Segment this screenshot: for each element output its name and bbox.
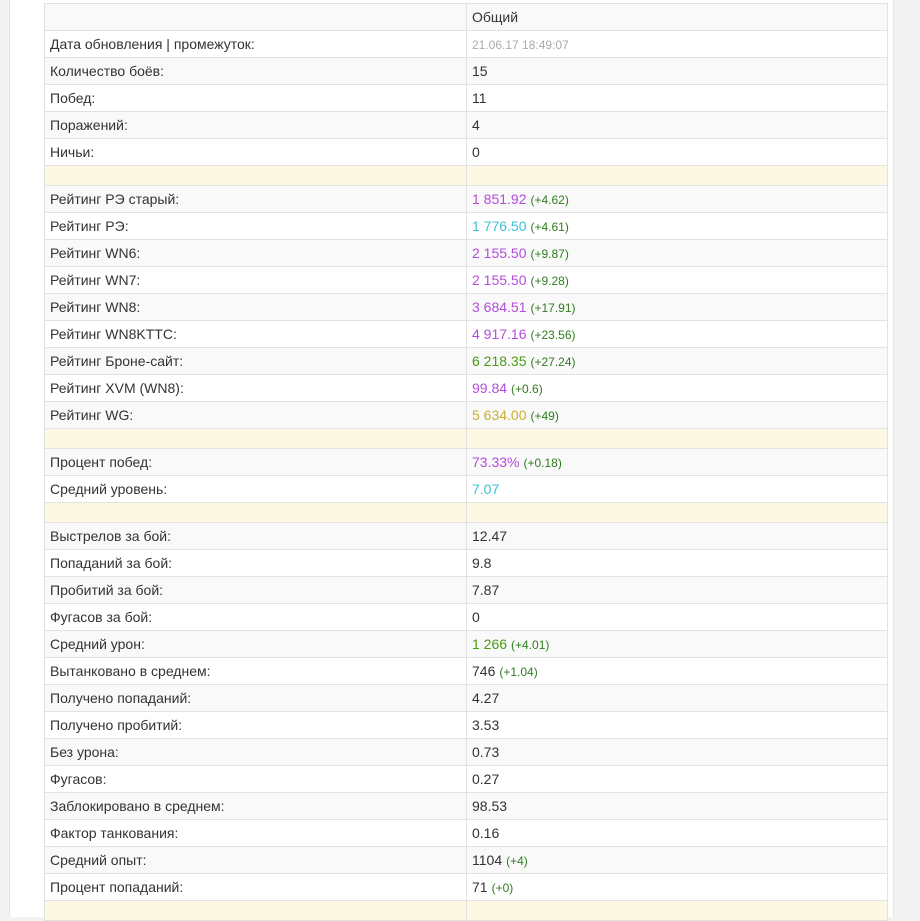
row-value: 0.73 [467,739,888,766]
row-label: Рейтинг WN8: [45,294,467,321]
table-row [45,375,888,402]
table-row [45,874,888,901]
row-label: Рейтинг WN8KTTC: [45,321,467,348]
row-value [467,267,888,294]
row-label: Рейтинг WN7: [45,267,467,294]
row-label: Рейтинг WN6: [45,240,467,267]
row-value: 3.53 [467,712,888,739]
table-row [45,267,888,294]
row-value [467,402,888,429]
table-row [45,139,888,166]
row-label: Побед: [45,85,467,112]
rating-value: 1 851.92 [472,191,527,207]
tanked-value: 746 [472,663,496,679]
row-value [467,31,888,58]
row-value [467,186,888,213]
row-label: Средний опыт: [45,847,467,874]
row-label: Рейтинг WG: [45,402,467,429]
table-row [45,631,888,658]
row-label: Средний урон: [45,631,467,658]
row-value [467,658,888,685]
row-label: Средний уровень: [45,476,467,503]
rating-delta: (+4.62) [530,193,569,207]
row-value [467,874,888,901]
header-empty-cell [45,4,467,31]
row-label: Процент побед: [45,449,467,476]
row-label: Фактор танкования: [45,820,467,847]
row-label: Рейтинг XVM (WN8): [45,375,467,402]
table-row [45,112,888,139]
table-row [45,820,888,847]
row-label: Ничьи: [45,139,467,166]
table-row [45,658,888,685]
rating-delta: (+9.28) [530,274,569,288]
rating-value: 6 218.35 [472,353,527,369]
table-row [45,476,888,503]
section-separator [45,166,888,186]
row-label: Рейтинг Броне-сайт: [45,348,467,375]
row-label: Заблокировано в среднем: [45,793,467,820]
table-row [45,213,888,240]
rating-value: 3 684.51 [472,299,527,315]
row-label: Вытанковано в среднем: [45,658,467,685]
win-rate-delta: (+0.18) [523,456,562,470]
rating-value: 2 155.50 [472,272,527,288]
row-value [467,294,888,321]
row-value [467,213,888,240]
table-row [45,847,888,874]
table-row [45,712,888,739]
row-label: Количество боёв: [45,58,467,85]
section-separator [45,901,888,921]
rating-delta: (+4.61) [530,220,569,234]
row-value [467,348,888,375]
rating-delta: (+23.56) [530,328,576,342]
rating-value: 4 917.16 [472,326,527,342]
hit-rate-delta: (+0) [491,881,514,895]
table-row [45,31,888,58]
table-row [45,85,888,112]
row-label: Рейтинг РЭ: [45,213,467,240]
row-value: 0 [467,604,888,631]
table-header-row [45,4,888,31]
row-value: 98.53 [467,793,888,820]
table-row [45,240,888,267]
column-header-general: Общий [467,4,888,31]
rating-value: 1 776.50 [472,218,527,234]
rating-delta: (+27.24) [530,355,576,369]
avg-tier-value: 7.07 [472,481,500,497]
row-value [467,375,888,402]
table-row [45,321,888,348]
row-label: Выстрелов за бой: [45,523,467,550]
row-label: Поражений: [45,112,467,139]
table-row [45,739,888,766]
rating-value: 2 155.50 [472,245,527,261]
rating-delta: (+0.6) [511,382,543,396]
update-date: 21.06.17 18:49:07 [472,38,569,52]
table-row [45,604,888,631]
table-row [45,402,888,429]
row-value: 12.47 [467,523,888,550]
row-label: Рейтинг РЭ старый: [45,186,467,213]
row-label: Без урона: [45,739,467,766]
table-row [45,348,888,375]
row-value: 4 [467,112,888,139]
tanked-delta: (+1.04) [499,665,538,679]
row-value [467,847,888,874]
row-value: 0.27 [467,766,888,793]
section-separator [45,503,888,523]
table-row [45,294,888,321]
row-value: 0 [467,139,888,166]
row-label: Пробитий за бой: [45,577,467,604]
rating-delta: (+49) [530,409,559,423]
row-value [467,240,888,267]
rating-value: 5 634.00 [472,407,527,423]
avg-damage-value: 1 266 [472,636,508,652]
table-row [45,58,888,85]
rating-value: 99.84 [472,380,508,396]
row-value [467,631,888,658]
row-label: Дата обновления | промежуток: [45,31,467,58]
table-row [45,766,888,793]
table-row [45,550,888,577]
row-value [467,476,888,503]
rating-delta: (+9.87) [530,247,569,261]
win-rate-value: 73.33% [472,454,520,470]
row-value: 9.8 [467,550,888,577]
row-value: 7.87 [467,577,888,604]
row-value: 11 [467,85,888,112]
table-row [45,186,888,213]
row-value: 4.27 [467,685,888,712]
table-row [45,577,888,604]
table-row [45,793,888,820]
row-label: Процент попаданий: [45,874,467,901]
table-row [45,449,888,476]
row-label: Получено пробитий: [45,712,467,739]
avg-damage-delta: (+4.01) [511,638,550,652]
row-label: Получено попаданий: [45,685,467,712]
row-label: Фугасов: [45,766,467,793]
avg-xp-value: 1104 [472,852,503,868]
row-value: 15 [467,58,888,85]
row-value [467,321,888,348]
row-label: Фугасов за бой: [45,604,467,631]
stats-table [44,3,888,921]
avg-xp-delta: (+4) [506,854,528,868]
hit-rate-value: 71 [472,879,488,895]
row-value: 0.16 [467,820,888,847]
section-separator [45,429,888,449]
table-row [45,685,888,712]
rating-delta: (+17.91) [530,301,576,315]
stats-panel [9,0,894,917]
row-label: Попаданий за бой: [45,550,467,577]
row-value [467,449,888,476]
table-row [45,523,888,550]
